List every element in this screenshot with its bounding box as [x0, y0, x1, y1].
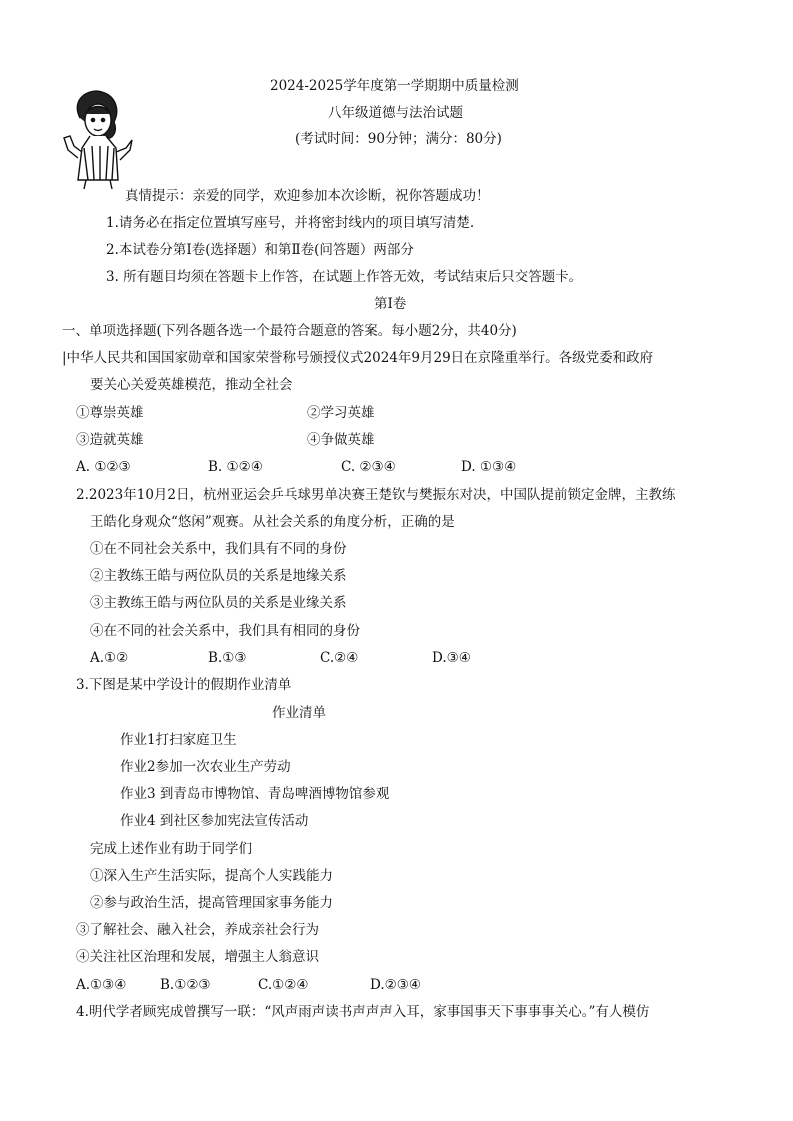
exam-subtitle: 八年级道德与法治试题	[328, 105, 463, 121]
q2-choice-a: A.①②	[90, 650, 129, 666]
q3-choice-c: C.①②④	[258, 977, 309, 993]
q3-option: ①深入生产生活实际，提高个人实践能力	[90, 868, 333, 884]
q3-option: ③了解社会、融入社会，养成亲社会行为	[76, 922, 319, 938]
q1-choice-d: D. ①③④	[461, 459, 517, 475]
tip-item: 2.本试卷分第Ⅰ卷(选择题）和第Ⅱ卷(问答题）两部分	[106, 242, 414, 258]
q3-stem: 3.下图是某中学设计的假期作业清单	[76, 677, 292, 693]
q2-stem-line1: 2.2023年10月2日，杭州亚运会乒乓球男单决赛王楚钦与樊振东对决，中国队提前锁定金牌，主教练	[76, 487, 676, 503]
cartoon-girl-illustration	[60, 88, 134, 190]
q2-choice-b: B.①③	[208, 650, 247, 666]
q3-option: ④关注社区治理和发展，增强主人翁意识	[76, 949, 319, 965]
q1-option: ②学习英雄	[307, 405, 375, 421]
q3-question: 完成上述作业有助于同学们	[90, 841, 252, 857]
q2-choice-c: C.②④	[320, 650, 359, 666]
q3-choice-b: B.①②③	[160, 977, 211, 993]
q3-list-item: 作业2参加一次农业生产劳动	[120, 759, 291, 775]
q1-option: ④争做英雄	[307, 432, 375, 448]
exam-title: 2024-2025学年度第一学期期中质量检测	[270, 78, 519, 94]
q4-stem-line1: 4.明代学者顾宪成曾撰写一联：“风声雨声读书声声声入耳，家事国事天下事事事关心。”有人模仿	[76, 1004, 650, 1020]
q1-stem-line1: |中华人民共和国国家勋章和国家荣誉称号颁授仪式2024年9月29日在京隆重举行。各级党委和政府	[62, 350, 654, 366]
q1-option: ③造就英雄	[76, 432, 144, 448]
q3-list-title: 作业清单	[272, 705, 326, 721]
q2-option: ①在不同社会关系中，我们具有不同的身份	[90, 541, 347, 557]
q2-stem-line2: 王皓化身观众“悠闲”观赛。从社会关系的角度分析，正确的是	[90, 514, 455, 530]
q1-stem-line2: 要关心关爱英雄模范，推动全社会	[90, 377, 293, 393]
q3-choice-a: A.①③④	[76, 977, 127, 993]
q1-choice-a: A. ①②③	[76, 459, 131, 475]
q3-list-item: 作业4 到社区参加宪法宣传活动	[120, 813, 309, 829]
section-heading: 一、单项选择题(下列各题各选一个最符合题意的答案。每小题2分，共40分)	[62, 323, 517, 339]
q3-choice-d: D.②③④	[370, 977, 421, 993]
tips-heading: 真情提示：亲爱的同学，欢迎参加本次诊断，祝你答题成功！	[125, 188, 490, 204]
q2-option: ②主教练王皓与两位队员的关系是地缘关系	[90, 568, 347, 584]
q1-choice-b: B. ①②④	[208, 459, 263, 475]
q3-list-item: 作业3 到青岛市博物馆、青岛啤酒博物馆参观	[120, 786, 390, 802]
exam-info: (考试时间：90分钟；满分：80分)	[295, 131, 502, 147]
tip-item: 3. 所有题目均须在答题卡上作答，在试题上作答无效，考试结束后只交答题卡。	[106, 269, 583, 285]
tip-item: 1.请务必在指定位置填写座号，并将密封线内的项目填写清楚.	[106, 215, 475, 231]
q1-option: ①尊崇英雄	[76, 405, 144, 421]
q1-choice-c: C. ②③④	[341, 459, 396, 475]
q3-option: ②参与政治生活，提高管理国家事务能力	[90, 895, 333, 911]
q2-option: ③主教练王皓与两位队员的关系是业缘关系	[90, 595, 347, 611]
q2-choice-d: D.③④	[432, 650, 471, 666]
q3-list-item: 作业1打扫家庭卫生	[120, 732, 237, 748]
q2-option: ④在不同的社会关系中，我们具有相同的身份	[90, 623, 360, 639]
part-title: 第Ⅰ卷	[374, 296, 407, 312]
